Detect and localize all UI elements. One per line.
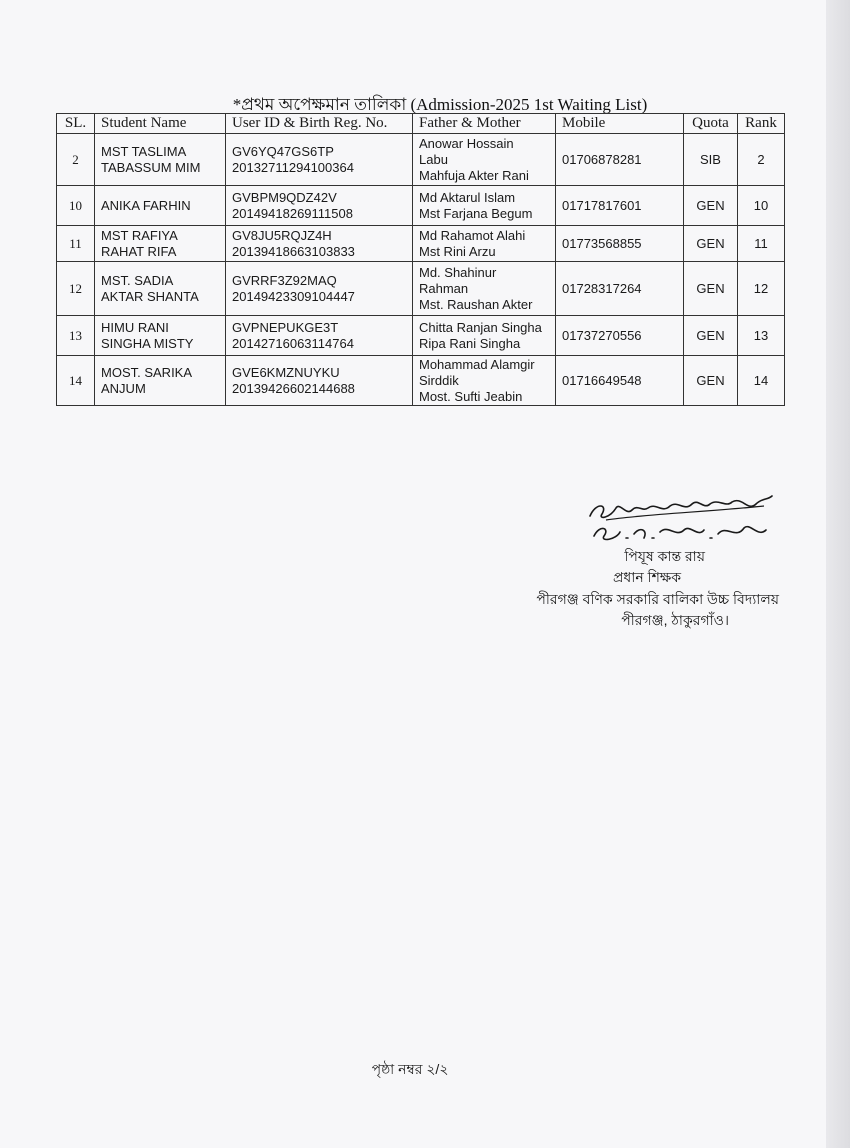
header-mobile: Mobile [556,114,684,134]
cell-rank: 2 [738,134,785,186]
cell-quota: GEN [684,226,738,262]
cell-sl: 10 [57,186,95,226]
cell-quota: GEN [684,262,738,316]
cell-parents: Mohammad Alamgir Sirddik Most. Sufti Jeabin [413,356,556,406]
cell-user-id: GVBPM9QDZ42V 20149418269111508 [226,186,413,226]
cell-student-name: MST. SADIA AKTAR SHANTA [95,262,226,316]
cell-sl: 11 [57,226,95,262]
cell-student-name: MST TASLIMA TABASSUM MIM [95,134,226,186]
table-row [57,134,785,186]
cell-quota: GEN [684,186,738,226]
cell-sl: 12 [57,262,95,316]
cell-user-id: GVRRF3Z92MAQ 20149423309104447 [226,262,413,316]
table-row [57,316,785,356]
cell-sl: 14 [57,356,95,406]
table-row [57,356,785,406]
paper-edge-shadow [826,0,850,1148]
cell-parents: Md. Shahinur Rahman Mst. Raushan Akter [413,262,556,316]
header-rank: Rank [738,114,785,134]
cell-mobile: 01737270556 [556,316,684,356]
cell-parents: Chitta Ranjan Singha Ripa Rani Singha [413,316,556,356]
cell-sl: 2 [57,134,95,186]
cell-student-name: ANIKA FARHIN [95,186,226,226]
table-row [57,262,785,316]
cell-mobile: 01728317264 [556,262,684,316]
cell-rank: 12 [738,262,785,316]
cell-student-name: MOST. SARIKA ANJUM [95,356,226,406]
cell-quota: GEN [684,356,738,406]
school-location: পীরগঞ্জ, ঠাকুরগাঁও। [621,612,729,628]
waiting-list-table [56,113,785,406]
cell-mobile: 01706878281 [556,134,684,186]
cell-rank: 14 [738,356,785,406]
cell-mobile: 01716649548 [556,356,684,406]
table-row [57,186,785,226]
header-quota: Quota [684,114,738,134]
cell-parents: Anowar Hossain Labu Mahfuja Akter Rani [413,134,556,186]
cell-student-name: MST RAFIYA RAHAT RIFA [95,226,226,262]
header-user-id: User ID & Birth Reg. No. [226,114,413,134]
cell-parents: Md Aktarul Islam Mst Farjana Begum [413,186,556,226]
cell-rank: 10 [738,186,785,226]
page-number: পৃষ্ঠা নম্বর ২/২ [371,1061,449,1077]
cell-user-id: GVPNEPUKGE3T 20142716063114764 [226,316,413,356]
header-sl: SL. [57,114,95,134]
handwritten-signature [586,494,776,546]
cell-quota: GEN [684,316,738,356]
cell-sl: 13 [57,316,95,356]
school-name: পীরগঞ্জ বণিক সরকারি বালিকা উচ্চ বিদ্যালয় [536,591,779,607]
header-parents: Father & Mother [413,114,556,134]
cell-parents: Md Rahamot Alahi Mst Rini Arzu [413,226,556,262]
cell-user-id: GV6YQ47GS6TP 20132711294100364 [226,134,413,186]
cell-quota: SIB [684,134,738,186]
cell-rank: 11 [738,226,785,262]
cell-user-id: GV8JU5RQJZ4H 20139418663103833 [226,226,413,262]
table-header-row [57,114,785,134]
header-student-name: Student Name [95,114,226,134]
cell-rank: 13 [738,316,785,356]
cell-mobile: 01717817601 [556,186,684,226]
cell-student-name: HIMU RANI SINGHA MISTY [95,316,226,356]
cell-mobile: 01773568855 [556,226,684,262]
signatory-designation: প্রধান শিক্ষক [612,569,681,585]
table-row [57,226,785,262]
signatory-name: পিযূষ কান্ত রায় [624,548,705,564]
cell-user-id: GVE6KMZNUYKU 20139426602144688 [226,356,413,406]
document-title: *প্রথম অপেক্ষমান তালিকা (Admission-2025 1st Waiting List) [232,95,648,114]
